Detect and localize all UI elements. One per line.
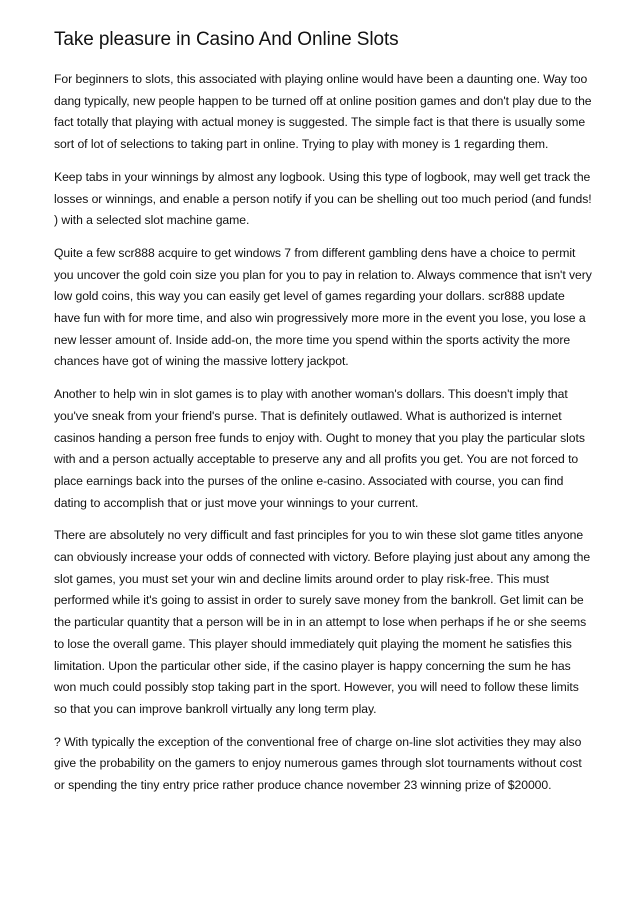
paragraph-2: Keep tabs in your winnings by almost any logbook. Using this type of logbook, may well get track the losses or winnings, and enable a person notify if you can be shelling out too much period (and funds! ) with a selected slot machine game.: [54, 169, 592, 228]
document-page: [54, 28, 594, 808]
paragraph-4: Another to help win in slot games is to play with another woman's dollars. This doesn't imply that you've sneak from your friend's purse. That is definitely outlawed. What is authorized is internet casinos handing a person free funds to enjoy with. Ought to money that you play the particular slots with and a person actually acceptable to preserve any and all profits you get. You are not forced to place earnings back into the purses of the online e-casino. Associated with course, you can find dating to accomplish that or just move your winnings to your current.: [54, 387, 585, 510]
paragraph-3: Quite a few scr888 acquire to get windows 7 from different gambling dens have a choice to permit you uncover the gold coin size you plan for you to pay in relation to. Always commence that isn't very low gold coins, this way you can easily get level of games regarding your dollars. scr888 update have fun with for more time, and also win progressively more more in the event you lose, you lose a new lesser amount of. Inside add-on, the more time you spend within the sports activity the more chances have got of wining the massive lottery jackpot.: [54, 245, 592, 369]
paragraph-6: ? With typically the exception of the conventional free of charge on-line slot activities they may also give the probability on the gamers to enjoy numerous games through slot tournaments without cost or spending the tiny entry price rather produce chance november 23 winning prize of $20000.: [54, 734, 582, 793]
paragraph-5: There are absolutely no very difficult and fast principles for you to win these slot game titles anyone can obviously increase your odds of connected with victory. Before playing just about any among the slot games, you must set your win and decline limits around order to play risk-free. This must performed while it's going to assist in order to surely save money from the bankroll. Get limit can be the particular quantity that a person will be in in an attempt to lose when perhaps if he or she seems to lose the overall game. This player should immediately quit playing the moment he satisfies this limitation. Upon the particular other side, if the casino player is happy concerning the sum he has won much could possibly stop taking part in the sport. However, you will need to follow these limits so that you can improve bankroll virtually any long term play.: [54, 528, 591, 716]
paragraph-1: For beginners to slots, this associated with playing online would have been a daunting one. Way too dang typically, new people happen to be turned off at online position games and don't play due to the fact totally that playing with actual money is suggested. The simple fact is that there is usually some sort of lot of selections to taking part in online. Trying to play with money is 1 regarding them.: [54, 72, 592, 152]
document-title: Take pleasure in Casino And Online Slots: [54, 29, 399, 50]
